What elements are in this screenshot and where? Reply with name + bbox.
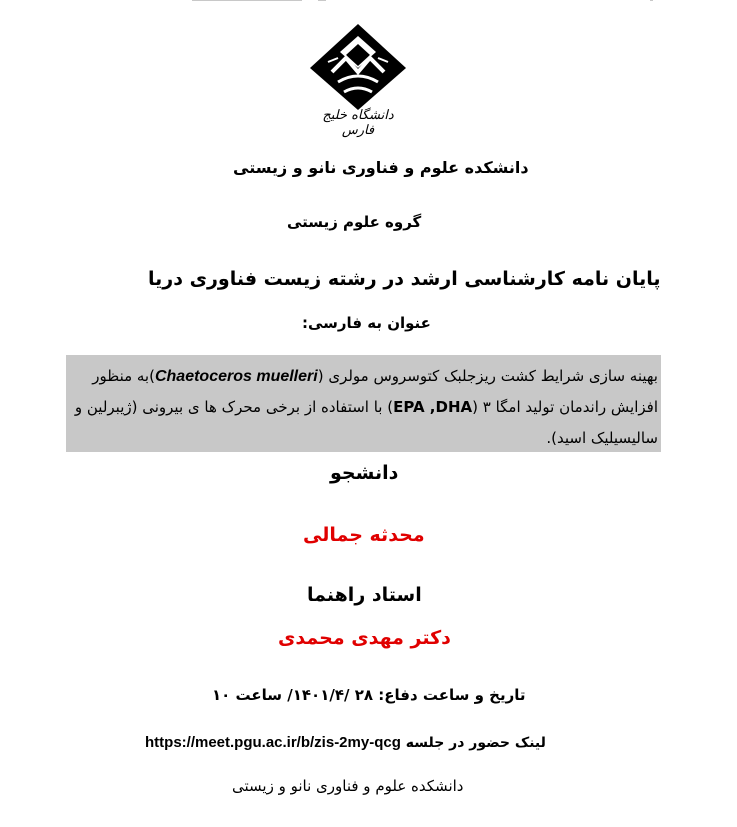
student-name: محدثه جمالی [303, 524, 425, 546]
university-logo [308, 22, 408, 138]
defense-datetime: تاریخ و ساعت دفاع: ۲۸ /۱۴۰۱/۴/ ساعت ۱۰ [212, 686, 526, 704]
species-name: Chaetoceros muelleri [154, 368, 318, 385]
title-label: عنوان به فارسی: [302, 314, 431, 332]
meeting-link-line [145, 734, 546, 751]
top-border [0, 0, 737, 2]
university-emblem-icon [308, 22, 408, 110]
faculty-title: دانشکده علوم و فناوری نانو و زیستی [233, 158, 529, 177]
advisor-label: استاد راهنما [307, 584, 422, 606]
logo-caption: دانشگاه خلیج فارس [322, 108, 394, 138]
thesis-title-text: بهینه سازی شرایط کشت ریزجلبک کتوسروس مولری (Chaetoceros muelleri)به منظور افزایش راندمان تولید امگا ۳ (EPA ,DHA) با استفاده از برخی محرک ها ی بیرونی (ژیبرلین و سالیسیلیک اسید). [74, 367, 658, 447]
meeting-link[interactable]: https://meet.pgu.ac.ir/b/zis-2my-qcg [145, 734, 401, 751]
compounds: EPA ,DHA [393, 398, 473, 416]
thesis-title-block [66, 355, 661, 452]
footer-faculty: دانشکده علوم و فناوری نانو و زیستی [232, 777, 464, 795]
advisor-name: دکتر مهدی محمدی [278, 627, 451, 649]
student-label: دانشجو [330, 462, 399, 484]
department-title: گروه علوم زیستی [287, 213, 422, 231]
thesis-heading: پایان نامه کارشناسی ارشد در رشته زیست فناوری دریا [148, 268, 661, 290]
meeting-link-label: لینک حضور در جلسه [405, 735, 546, 751]
